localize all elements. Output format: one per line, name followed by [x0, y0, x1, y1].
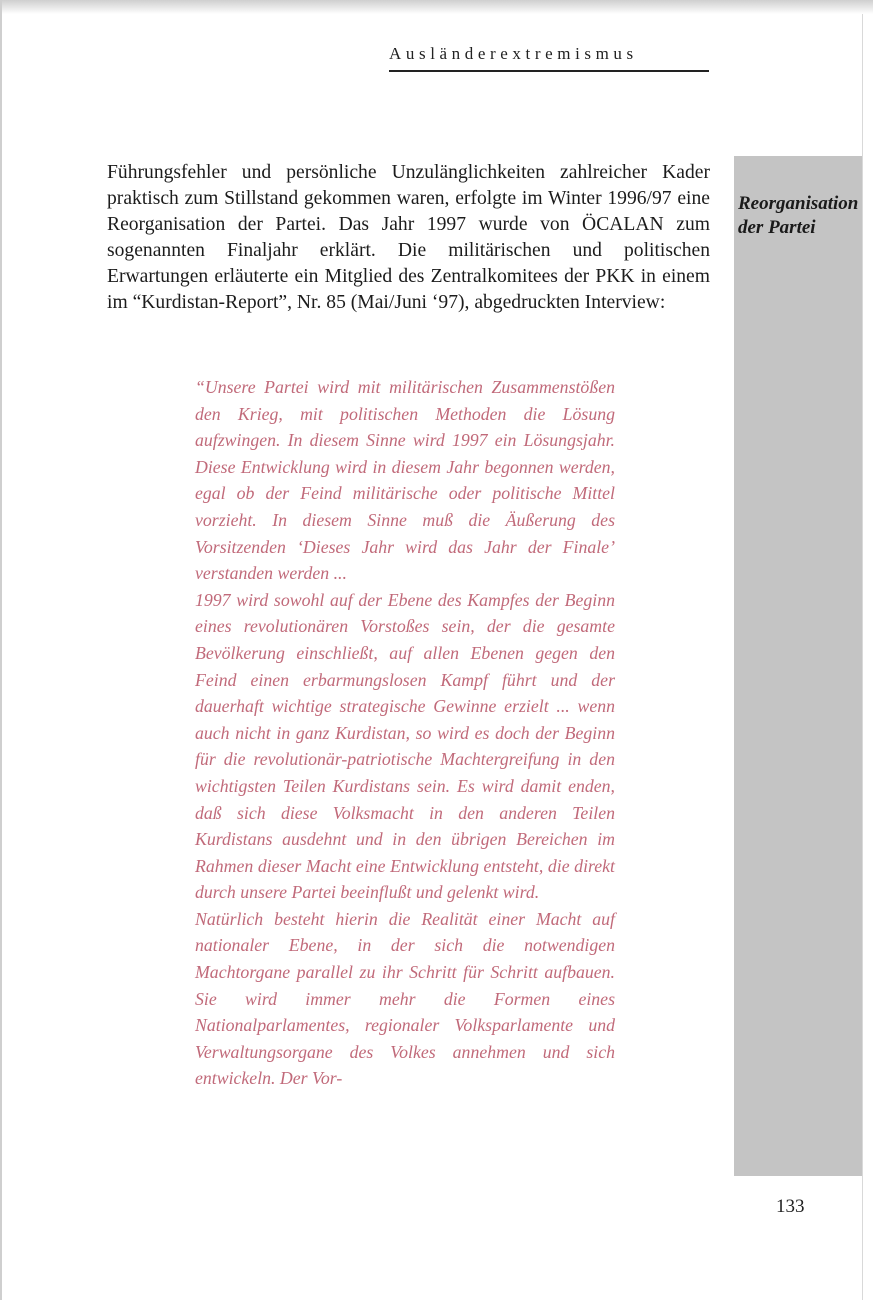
running-header: Ausländerextremismus [389, 44, 638, 63]
scan-left-edge [0, 0, 2, 1300]
margin-sidebar [734, 156, 862, 1176]
scan-top-edge [0, 0, 873, 14]
quote-paragraph-1: “Unsere Partei wird mit militärischen Zusammenstößen den Krieg, mit politischen Methoden die Lösung aufzwingen. In diesem Sinne wird 1997 ein Lösungsjahr. Diese Entwicklung wird in diesem Jahr begonnen werden, egal ob der Feind militärische oder politische Mittel vorzieht. In diesem Sinne muß die Äußerung des Vorsitzenden ‘Dieses Jahr wird das Jahr der Finale’ verstanden werden ... [195, 377, 615, 584]
page-number: 133 [776, 1196, 805, 1217]
body-paragraph: Führungsfehler und persönliche Unzulänglichkeiten zahlreicher Kader praktisch zum Stillstand gekommen waren, erfolgte im Winter 1996/97 eine Reorganisation der Partei. Das Jahr 1997 wurde von ÖCALAN zum sogenannten Finaljahr erklärt. Die militärischen und politischen Erwartungen erläuterte ein Mitglied des Zentralkomitees der PKK in einem im “Kurdistan-Report”, Nr. 85 (Mai/Juni ‘97), abgedruckten Interview: [107, 162, 710, 313]
header-rule [389, 70, 709, 72]
scan-right-edge [862, 14, 863, 1300]
quote-paragraph-2: 1997 wird sowohl auf der Ebene des Kampfes der Beginn eines revolutionären Vorstoßes sein, der die gesamte Bevölkerung einschließt, auf allen Ebenen gegen den Feind einen erbarmungslosen Kampf führt und der dauerhaft wichtige strategische Gewinne erzielt ... wenn auch nicht in ganz Kurdistan, so wird es doch der Beginn für die revolutionär-patriotische Machtergreifung in den wichtigsten Teilen Kurdistans sein. Es wird damit enden, daß sich diese Volksmacht in den anderen Teilen Kurdistans ausdehnt und in den übrigen Bereichen im Rahmen dieser Macht eine Entwicklung entsteht, die direkt durch unsere Partei beeinflußt und gelenkt wird. [195, 589, 615, 903]
interview-quote [195, 374, 615, 1092]
quote-paragraph-3: Natürlich besteht hierin die Realität einer Macht auf nationaler Ebene, in der sich die notwendigen Machtorgane parallel zu ihr Schritt für Schritt aufbauen. Sie wird immer mehr die Formen eines Nationalparlamentes, regionaler Volksparlamente und Verwaltungsorgane des Volkes annehmen und sich entwickeln. Der Vor- [195, 908, 615, 1089]
sidebar-heading: Reorganisation der Partei [738, 193, 859, 238]
